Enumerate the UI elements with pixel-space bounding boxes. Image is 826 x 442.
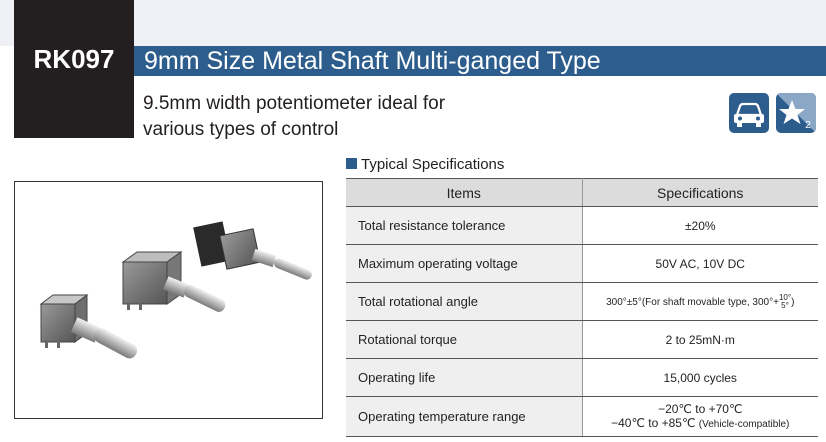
temp-range-vehicle xyxy=(583,416,819,432)
heading-square xyxy=(346,158,357,169)
table-row xyxy=(346,283,818,321)
table-row xyxy=(346,321,818,359)
spec-value: 15,000 cycles xyxy=(582,359,818,397)
temp-range-vehicle-value: −40℃ to +85℃ xyxy=(611,415,699,430)
table-row xyxy=(346,245,818,283)
spec-item: Total rotational angle xyxy=(346,283,582,321)
spec-heading xyxy=(346,156,504,173)
star-icon xyxy=(776,93,816,133)
spec-item: Total resistance tolerance xyxy=(346,207,582,245)
tolerance-minus: 5° xyxy=(781,300,789,310)
potentiometer-1 xyxy=(41,295,140,361)
subtitle-line-2: various types of control xyxy=(143,119,339,140)
spec-value xyxy=(582,397,818,437)
spec-table xyxy=(346,178,818,437)
rotation-angle-text: 300°±5°(For shaft movable type, 300°+ xyxy=(606,296,779,308)
spec-value: 50V AC, 10V DC xyxy=(582,245,818,283)
car-icon xyxy=(729,93,769,133)
col-specifications: Specifications xyxy=(582,179,818,207)
spec-item: Operating life xyxy=(346,359,582,397)
product-subtitle xyxy=(143,91,445,143)
star-number: 2 xyxy=(805,120,811,131)
product-title: 9mm Size Metal Shaft Multi-ganged Type xyxy=(144,47,601,75)
spec-value: 2 to 25mN·m xyxy=(582,321,818,359)
temp-range-vehicle-note: (Vehicle-compatible) xyxy=(698,418,790,430)
table-row xyxy=(346,207,818,245)
spec-item: Rotational torque xyxy=(346,321,582,359)
table-row xyxy=(346,397,818,437)
spec-heading-text: Typical Specifications xyxy=(361,156,505,173)
temp-range-standard: −20℃ to +70℃ xyxy=(658,401,743,416)
col-items: Items xyxy=(346,179,582,207)
spec-item: Operating temperature range xyxy=(346,397,582,437)
tolerance-fraction xyxy=(779,294,791,310)
subtitle-line-1: 9.5mm width potentiometer ideal for xyxy=(143,93,446,114)
potentiometer-3 xyxy=(193,221,313,281)
product-photo xyxy=(14,181,323,419)
spec-value xyxy=(582,283,818,321)
tolerance-plus: 10° xyxy=(778,292,792,302)
product-code-block xyxy=(14,0,134,138)
spec-value: ±20% xyxy=(582,207,818,245)
title-band xyxy=(134,46,826,76)
spec-item: Maximum operating voltage xyxy=(346,245,582,283)
product-code: RK097 xyxy=(33,44,115,74)
spec-header-row xyxy=(346,179,818,207)
rotation-angle-close: ) xyxy=(791,296,795,308)
table-row xyxy=(346,359,818,397)
